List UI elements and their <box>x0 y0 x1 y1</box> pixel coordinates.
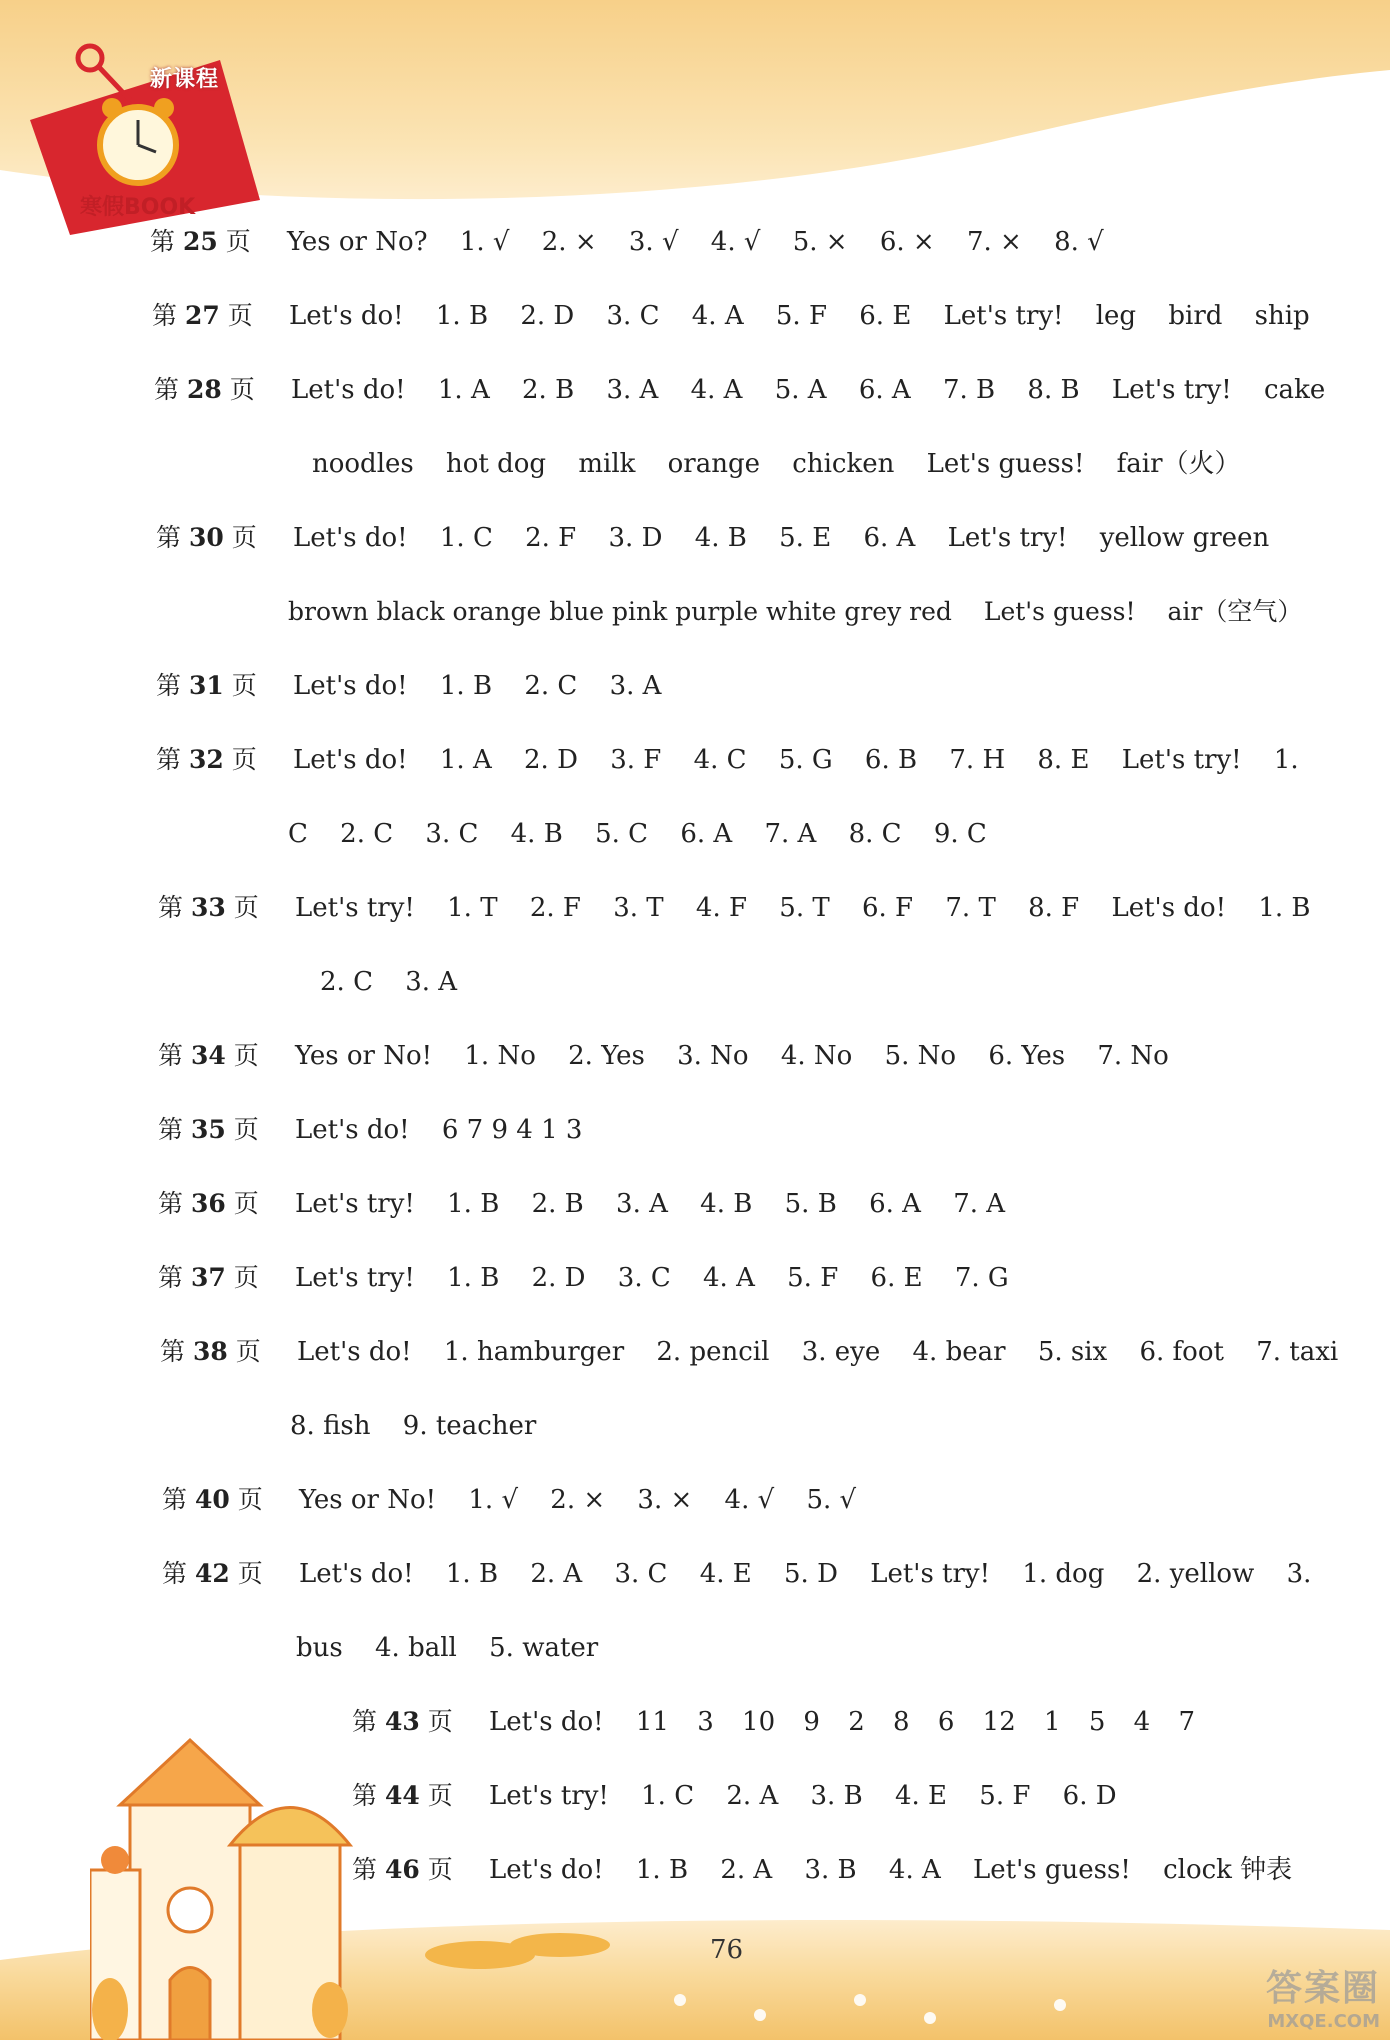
page-label: 第 31 页 <box>156 671 257 700</box>
answer-row <box>352 1702 1215 1742</box>
answer-segment: 2. B <box>531 1189 584 1219</box>
answer-row-continuation <box>288 814 1011 854</box>
answer-segment: 2. C <box>340 819 394 849</box>
answer-row <box>162 1480 880 1520</box>
answer-row <box>162 1554 1335 1594</box>
answer-segment: 11 <box>635 1707 669 1737</box>
answer-segment: Let's do! <box>297 1337 412 1367</box>
answer-segment: 3. A <box>606 375 659 405</box>
answer-segment: 8. C <box>848 819 902 849</box>
answer-row <box>154 370 1349 410</box>
answer-segment: 3. A <box>616 1189 668 1219</box>
answer-segment: bird <box>1168 301 1223 331</box>
answer-row <box>150 222 1128 262</box>
answer-segment: Let's try! <box>870 1559 991 1589</box>
answer-segment: clock 钟表 <box>1163 1855 1293 1885</box>
answer-segment: leg <box>1095 301 1137 331</box>
answer-segment: 3. C <box>614 1559 668 1589</box>
answer-segment: 7. A <box>953 1189 1006 1219</box>
page-label: 第 28 页 <box>154 375 255 404</box>
watermark-logo-text: 答案圈 <box>1265 1968 1380 2009</box>
answer-segment: noodles <box>312 449 414 479</box>
answer-segment: Let's guess! <box>926 449 1085 479</box>
page-label: 第 35 页 <box>158 1115 259 1144</box>
answer-segment: 7. T <box>945 893 996 923</box>
answer-segment: 3. D <box>608 523 663 553</box>
answer-segment: Let's do! <box>299 1559 414 1589</box>
answer-segment: 5. No <box>884 1041 957 1071</box>
answer-segment: 4. A <box>888 1855 941 1885</box>
answer-segment: 5. √ <box>806 1485 857 1515</box>
answer-segment: 7. taxi <box>1256 1337 1339 1367</box>
answer-segment: Let's do! <box>489 1855 604 1885</box>
answer-segment: 5. × <box>792 227 848 257</box>
watermark-url: MXQE.COM <box>1267 2011 1380 2032</box>
answer-segment: 6. A <box>863 523 916 553</box>
page-number: 76 <box>710 1935 744 1965</box>
answer-segment: 2. × <box>550 1485 606 1515</box>
answer-row <box>160 1332 1362 1372</box>
answer-segment: 5. C <box>595 819 649 849</box>
answer-segment: 5. E <box>779 523 832 553</box>
answer-segment: 2. B <box>522 375 575 405</box>
page-label: 第 30 页 <box>156 523 257 552</box>
answer-segment: 1. B <box>439 671 493 701</box>
answer-segment: 3. A <box>405 967 458 997</box>
answer-segment: Let's try! <box>947 523 1068 553</box>
answer-segment: 2. × <box>541 227 597 257</box>
answer-segment: 7 <box>1178 1707 1195 1737</box>
answer-segment: 1. dog <box>1022 1559 1105 1589</box>
answer-row <box>352 1776 1141 1816</box>
answer-segment: C <box>288 819 308 849</box>
answer-segment: 2. F <box>525 523 577 553</box>
answer-segment: Let's try! <box>1121 745 1242 775</box>
answer-segment: 4. B <box>694 523 747 553</box>
page-label: 第 37 页 <box>158 1263 259 1292</box>
answer-row-continuation <box>290 1406 560 1446</box>
page-label: 第 33 页 <box>158 893 259 922</box>
answer-segment: 2. D <box>520 301 575 331</box>
answer-row-continuation <box>288 592 1326 632</box>
answer-segment: 2. A <box>720 1855 773 1885</box>
answer-segment: 5. A <box>774 375 827 405</box>
answer-segment: 4. No <box>780 1041 853 1071</box>
answer-segment: Let's do! <box>291 375 406 405</box>
answer-segment: Let's try! <box>943 301 1064 331</box>
answer-segment: 4. A <box>703 1263 755 1293</box>
answer-row-continuation <box>312 444 1265 484</box>
answer-segment: 3. eye <box>801 1337 881 1367</box>
answer-segment: 1. A <box>439 745 492 775</box>
answer-segment: 8 <box>893 1707 910 1737</box>
answer-segment: 3. T <box>613 893 664 923</box>
page-label: 第 38 页 <box>160 1337 261 1366</box>
answer-segment: 1. B <box>447 1189 500 1219</box>
answer-segment: fair（火） <box>1116 449 1241 479</box>
answer-segment: 3. C <box>606 301 660 331</box>
answer-segment: 6. Yes <box>988 1041 1066 1071</box>
answer-segment: 8. fish <box>290 1411 371 1441</box>
answer-segment: 3. <box>1286 1559 1312 1589</box>
answer-segment: 3. C <box>617 1263 671 1293</box>
answer-segment: Let's do! <box>295 1115 410 1145</box>
logo-subtitle: 寒假BOOK <box>80 195 196 220</box>
answer-segment: bus <box>296 1633 343 1663</box>
answer-segment: 5. water <box>489 1633 599 1663</box>
answer-segment: 1. B <box>1258 893 1311 923</box>
answer-segment: 2. Yes <box>568 1041 645 1071</box>
answer-segment: 3. F <box>610 745 662 775</box>
answer-segment: 4. A <box>690 375 743 405</box>
answer-segment: milk <box>578 449 636 479</box>
answer-segment: Let's do! <box>293 671 408 701</box>
answer-segment: 5. G <box>778 745 833 775</box>
answer-segment: 9. C <box>933 819 987 849</box>
answer-segment: 7. B <box>942 375 996 405</box>
answer-row <box>158 1036 1193 1076</box>
answer-segment: 6. D <box>1062 1781 1117 1811</box>
answer-segment: cake <box>1264 375 1326 405</box>
answer-segment: 8. B <box>1027 375 1080 405</box>
answer-segment: 1. C <box>439 523 493 553</box>
page-label: 第 32 页 <box>156 745 257 774</box>
answer-segment: 5. F <box>775 301 827 331</box>
answer-segment: 10 <box>742 1707 776 1737</box>
answer-segment: 4. E <box>699 1559 752 1589</box>
answer-segment: 2. C <box>524 671 578 701</box>
answer-segment: 4. √ <box>710 227 761 257</box>
answer-segment: 9. teacher <box>402 1411 537 1441</box>
answer-segment: Yes or No? <box>287 227 428 257</box>
answer-segment: 1. No <box>464 1041 536 1071</box>
answer-row <box>156 518 1293 558</box>
answer-segment: Let's do! <box>1111 893 1227 923</box>
logo-title: 新课程 <box>150 67 220 92</box>
answer-segment: Let's do! <box>293 523 408 553</box>
answer-row <box>158 1184 1029 1224</box>
answer-segment: 4. C <box>693 745 747 775</box>
answer-segment: Let's guess! <box>983 597 1136 626</box>
answer-segment: 3. B <box>804 1855 857 1885</box>
answer-segment: 6. foot <box>1139 1337 1224 1367</box>
answer-segment: 4. F <box>695 893 748 923</box>
answer-row <box>156 740 1323 780</box>
answer-segment: Let's try! <box>295 1189 415 1219</box>
answer-segment: Let's do! <box>289 301 404 331</box>
page-label: 第 44 页 <box>352 1781 453 1810</box>
answer-segment: 3. No <box>677 1041 749 1071</box>
answer-segment: 6. E <box>859 301 912 331</box>
answer-row <box>156 666 685 706</box>
answer-segment: 6. A <box>858 375 911 405</box>
answer-segment: 2. A <box>726 1781 779 1811</box>
answer-segment: 2. D <box>524 745 578 775</box>
page-label: 第 42 页 <box>162 1559 263 1588</box>
answer-row <box>158 1110 606 1150</box>
answer-segment: 8. F <box>1028 893 1080 923</box>
answer-segment: 4. ball <box>375 1633 457 1663</box>
answer-segment: 1. B <box>447 1263 500 1293</box>
answer-segment: yellow green <box>1099 523 1270 553</box>
page-label: 第 36 页 <box>158 1189 259 1218</box>
answer-segment: 3. × <box>637 1485 693 1515</box>
answer-segment: 6 7 9 4 1 3 <box>441 1115 583 1145</box>
answer-segment: 2. D <box>531 1263 586 1293</box>
page-label: 第 46 页 <box>352 1855 453 1884</box>
page-label: 第 27 页 <box>152 301 253 330</box>
answer-segment: 1. √ <box>459 227 510 257</box>
answer-segment: 6. E <box>870 1263 923 1293</box>
answer-segment: 6 <box>937 1707 955 1737</box>
answer-segment: 1 <box>1044 1707 1061 1737</box>
answer-segment: 5 <box>1088 1707 1106 1737</box>
answer-segment: 6. B <box>864 745 918 775</box>
answer-row <box>158 1258 1033 1298</box>
answer-segment: 6. × <box>879 227 935 257</box>
answer-segment: Let's try! <box>489 1781 609 1811</box>
answer-segment: Let's try! <box>1111 375 1232 405</box>
answer-segment: Yes or No! <box>295 1041 433 1071</box>
answer-segment: Yes or No! <box>299 1485 437 1515</box>
answer-segment: 6. F <box>861 893 914 923</box>
answer-segment: 1. C <box>641 1781 695 1811</box>
answer-segment: 4. E <box>894 1781 948 1811</box>
answer-segment: 7. No <box>1097 1041 1169 1071</box>
page-label: 第 25 页 <box>150 227 251 256</box>
answer-segment: 1. B <box>435 301 489 331</box>
answer-segment: Let's do! <box>489 1707 604 1737</box>
answer-segment: ship <box>1254 301 1310 331</box>
answer-segment: 3. A <box>609 671 662 701</box>
answer-segment: 7. A <box>764 819 817 849</box>
answer-segment: 4. B <box>700 1189 753 1219</box>
answer-segment: 4. √ <box>724 1485 775 1515</box>
answer-segment: 1. B <box>445 1559 499 1589</box>
answer-segment: 2. yellow <box>1136 1559 1255 1589</box>
answer-row <box>158 888 1335 928</box>
answer-segment: 1. hamburger <box>443 1337 625 1367</box>
answer-segment: 7. G <box>954 1263 1009 1293</box>
answer-segment: 8. √ <box>1054 227 1104 257</box>
page-label: 第 40 页 <box>162 1485 263 1514</box>
answer-segment: air（空气） <box>1167 597 1303 626</box>
answer-segment: 1. A <box>437 375 490 405</box>
answer-row <box>152 296 1334 336</box>
answer-segment: Let's guess! <box>973 1855 1131 1885</box>
answer-segment: 4 <box>1133 1707 1151 1737</box>
answer-segment: 7. H <box>949 745 1006 775</box>
answer-segment: 2. C <box>320 967 373 997</box>
answer-segment: 4. bear <box>912 1337 1006 1367</box>
answer-segment: 5. six <box>1037 1337 1108 1367</box>
answer-segment: 5. F <box>979 1781 1031 1811</box>
answer-segment: 1. √ <box>468 1485 519 1515</box>
answer-segment: 4. A <box>691 301 744 331</box>
answer-segment: 2. F <box>529 893 581 923</box>
castle-illustration <box>90 1720 370 2040</box>
answer-segment: Let's do! <box>293 745 408 775</box>
answer-segment: 3 <box>697 1707 714 1737</box>
answer-segment: 5. F <box>787 1263 839 1293</box>
answer-segment: 7. × <box>966 227 1022 257</box>
answer-segment: Let's try! <box>295 1263 415 1293</box>
answer-segment: 5. B <box>784 1189 837 1219</box>
answer-row-continuation <box>320 962 481 1002</box>
answer-segment: orange <box>667 449 761 479</box>
answer-segment: 5. T <box>779 893 830 923</box>
answer-segment: hot dog <box>446 449 547 479</box>
answer-segment: 6. A <box>869 1189 921 1219</box>
answer-segment: 3. C <box>425 819 479 849</box>
answer-row-continuation <box>296 1628 622 1668</box>
watermark <box>1210 1960 1380 2040</box>
answer-segment: chicken <box>792 449 895 479</box>
answer-segment: 2 <box>848 1707 865 1737</box>
answer-segment: 4. B <box>510 819 563 849</box>
page-label: 第 43 页 <box>352 1707 453 1736</box>
answer-segment: brown black orange blue pink purple white grey red <box>288 597 952 626</box>
answer-segment: 1. B <box>635 1855 689 1885</box>
answer-segment: 5. D <box>784 1559 838 1589</box>
page-label: 第 34 页 <box>158 1041 259 1070</box>
answer-segment: 9 <box>803 1707 820 1737</box>
answer-segment: 3. B <box>810 1781 863 1811</box>
answer-row <box>352 1850 1316 1890</box>
answer-segment: Let's try! <box>295 893 415 923</box>
answer-segment: 1. T <box>447 893 498 923</box>
answer-segment: 12 <box>982 1707 1016 1737</box>
answer-segment: 3. √ <box>628 227 679 257</box>
answer-segment: 1. <box>1273 745 1299 775</box>
answer-segment: 6. A <box>680 819 733 849</box>
answer-segment: 2. pencil <box>656 1337 770 1367</box>
answer-segment: 8. E <box>1037 745 1090 775</box>
answer-segment: 2. A <box>530 1559 583 1589</box>
